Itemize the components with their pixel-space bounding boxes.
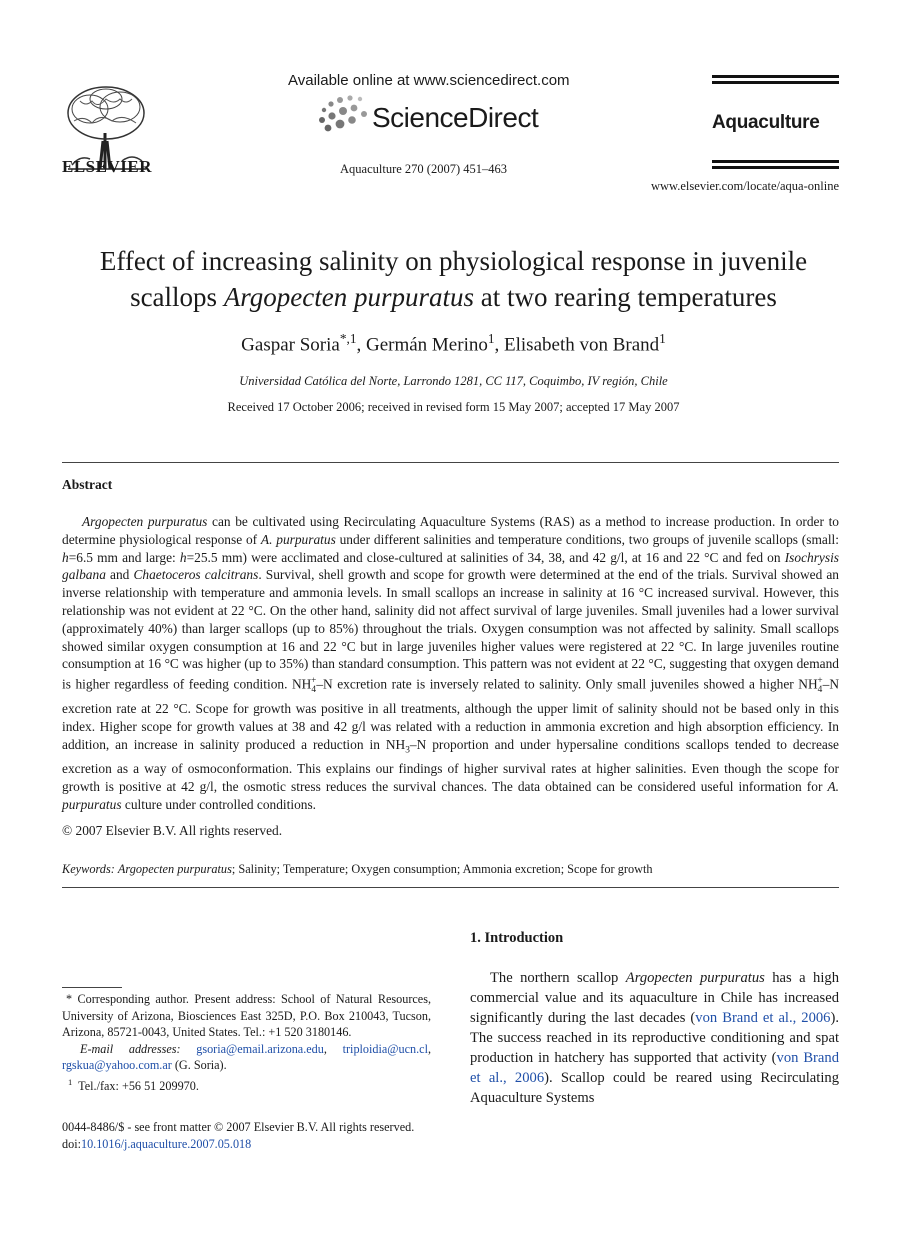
footnotes: * Corresponding author. Present address: School of Natural Resources, University of Arizona, Biosciences East 325D, P.O. Box 210043, Tucson, Arizona, 85721-0043, United States. Tel.: +1 520 3180146. E-mail addresses: gsoria@email.arizona.edu, triploidia@ucn.cl, rgskua@yahoo.com.ar (G. Soria). $^1$ Tel./fax: +56 51 209970. [62,992,431,1093]
footnote-rule [62,987,122,988]
corresponding-author-note: * Corresponding author. Present address: School of Natural Resources, University of Arizona, Biosciences East 325D, P.O. Box 210043, Tucson, Arizona, 85721-0043, United States. Tel.: +1 520 3180146. [62,992,431,1039]
front-matter [62,1119,414,1153]
journal-citation: Aquaculture 270 (2007) 451–463 [340,162,507,176]
keyword-species: Argopecten purpuratus [117,862,232,876]
abstract-heading: Abstract [62,477,113,492]
journal-rule [712,81,839,84]
email-link[interactable]: triploidia@ucn.cl [342,1041,428,1056]
author-name: Elisabeth von Brand [504,334,660,356]
publisher-name: ELSEVIER [62,157,152,176]
author-name: Gaspar Soria [241,334,340,356]
journal-rule [712,160,839,163]
author-name: Germán Merino [365,334,488,356]
keywords-rest: ; Salinity; Temperature; Oxygen consumption; Ammonia excretion; Scope for growth [231,862,653,876]
author-marks[interactable]: 1 [659,331,666,346]
keywords-label: Keywords: [62,862,115,876]
footnote-text: Tel./fax: +56 51 209970. [78,1078,199,1093]
author-list: Gaspar Soria$^{*,1}$, Germán Merino$^1$, Elisabeth von Brand$^1$ [241,331,666,356]
affiliation: Universidad Católica del Norte, Larrondo 1281, CC 117, Coquimbo, IV región, Chile [239,374,668,388]
sciencedirect-wordmark: ScienceDirect [372,102,539,133]
footnote-mark: 1 [68,1076,73,1087]
keywords [62,862,653,877]
title-line-1: Effect of increasing salinity on physiological response in juvenile [99,246,808,276]
journal-name: Aquaculture [712,112,820,133]
issn-line: 0044-8486/$ - see front matter © 2007 Elsevier B.V. All rights reserved. [62,1120,415,1134]
author-marks[interactable]: 1 [487,331,495,346]
email-link[interactable]: gsoria@email.arizona.edu [196,1041,324,1056]
title-line-2-pre: scallops [130,282,224,312]
section-rule [62,887,839,888]
section-rule [62,462,839,463]
doi-label: doi: [62,1137,81,1151]
author-marks[interactable]: *,1 [339,331,357,346]
available-online-text[interactable]: Available online at www.sciencedirect.com [288,72,570,89]
abstract-body: Argopecten purpuratus can be cultivated using Recirculating Aquaculture Systems (RAS) as a method to increase production. In order to determine physiological response of A. purpuratus under different salinities and temperature conditions, two groups of juvenile scallops (small: h=6.5 mm and large: h=25.5 mm) were acclimated and close-cultured at salinities of 34, 38, and 42 g/l, at 16 and 22 °C and fed on Isochrysis galbana and Chaetoceros calcitrans. Survival, shell growth and scope for growth were determined at the end of the trials. Survival showed an inverse relationship with temperature and ammonia levels. In small scallops an increase in salinity at 16 °C increased survival. However, this relationship was not evident at 22 °C. On the other hand, salinity did not affect survival of large juveniles. Small juveniles had a lower survival (approximately 40%) than larger scallops (up to 85%) throughout the trials. Oxygen consumption was not affected by salinity. Small scallops showed similar oxygen consumption at 16 and 22 °C but in large juveniles higher values were registered at 22 °C. In large juveniles routine consumption at 16 °C was higher (up to 35%) than standard consumption. This pattern was not evident at 22 °C, suggesting that oxygen demand is higher regardless of feeding condition. $NH_4^+-N$ excretion rate is inversely related to salinity. Only small juveniles showed a higher $NH_4^+-N$ excretion rate at 22 °C. Scope for growth was positive in all treatments, although the upper limit of salinity should not be based only in this index. Higher scope for growth values at 38 and 42 g/l was related with a reduction in ammonia excretion and high absorption efficiency. In addition, an increase in salinity produced a reduction in $NH_3-N$ proportion and under hypersaline conditions scallops tended to decrease excretion as a way of osmoconformation. This explains our findings of higher survival rates at higher salinities. Even though the scope for growth is positive at 42 g/l, the osmotic stress reduces the survival chances. The data obtained can be considered useful information for A. purpuratus culture under controlled conditions. [62,514,840,812]
sciencedirect-dots-icon [316,94,376,136]
received-dates: Received 17 October 2006; received in revised form 15 May 2007; accepted 17 May 2007 [227,400,680,414]
article-title [50,243,857,315]
email-link[interactable]: rgskua@yahoo.com.ar [62,1058,172,1072]
email-suffix: (G. Soria). [171,1058,227,1072]
citation-link[interactable]: von Brand et al., 2006 [470,1050,839,1086]
journal-rule [712,166,839,169]
title-species: Argopecten purpuratus [223,282,475,312]
title-line-2-post: at two rearing temperatures [474,282,777,312]
email-label: E-mail addresses: [80,1041,181,1056]
journal-rule [712,75,839,78]
citation-link[interactable]: von Brand et al., 2006 [695,1010,831,1026]
doi-link[interactable]: 10.1016/j.aquaculture.2007.05.018 [80,1137,252,1151]
introduction-heading: 1. Introduction [470,930,564,946]
abstract-copyright: © 2007 Elsevier B.V. All rights reserved. [62,823,283,838]
introduction-body: The northern scallop Argopecten purpuratus has a high commercial value and its aquaculture in Chile has increased significantly during the last decades (von Brand et al., 2006). The success reached in its reproductive conditioning and spat production in hatchery has supported that activity (von Brand et al., 2006). Scallop could be reared using Recirculating Aquaculture Systems [470,970,840,1106]
journal-url-link[interactable]: www.elsevier.com/locate/aqua-online [650,179,839,193]
